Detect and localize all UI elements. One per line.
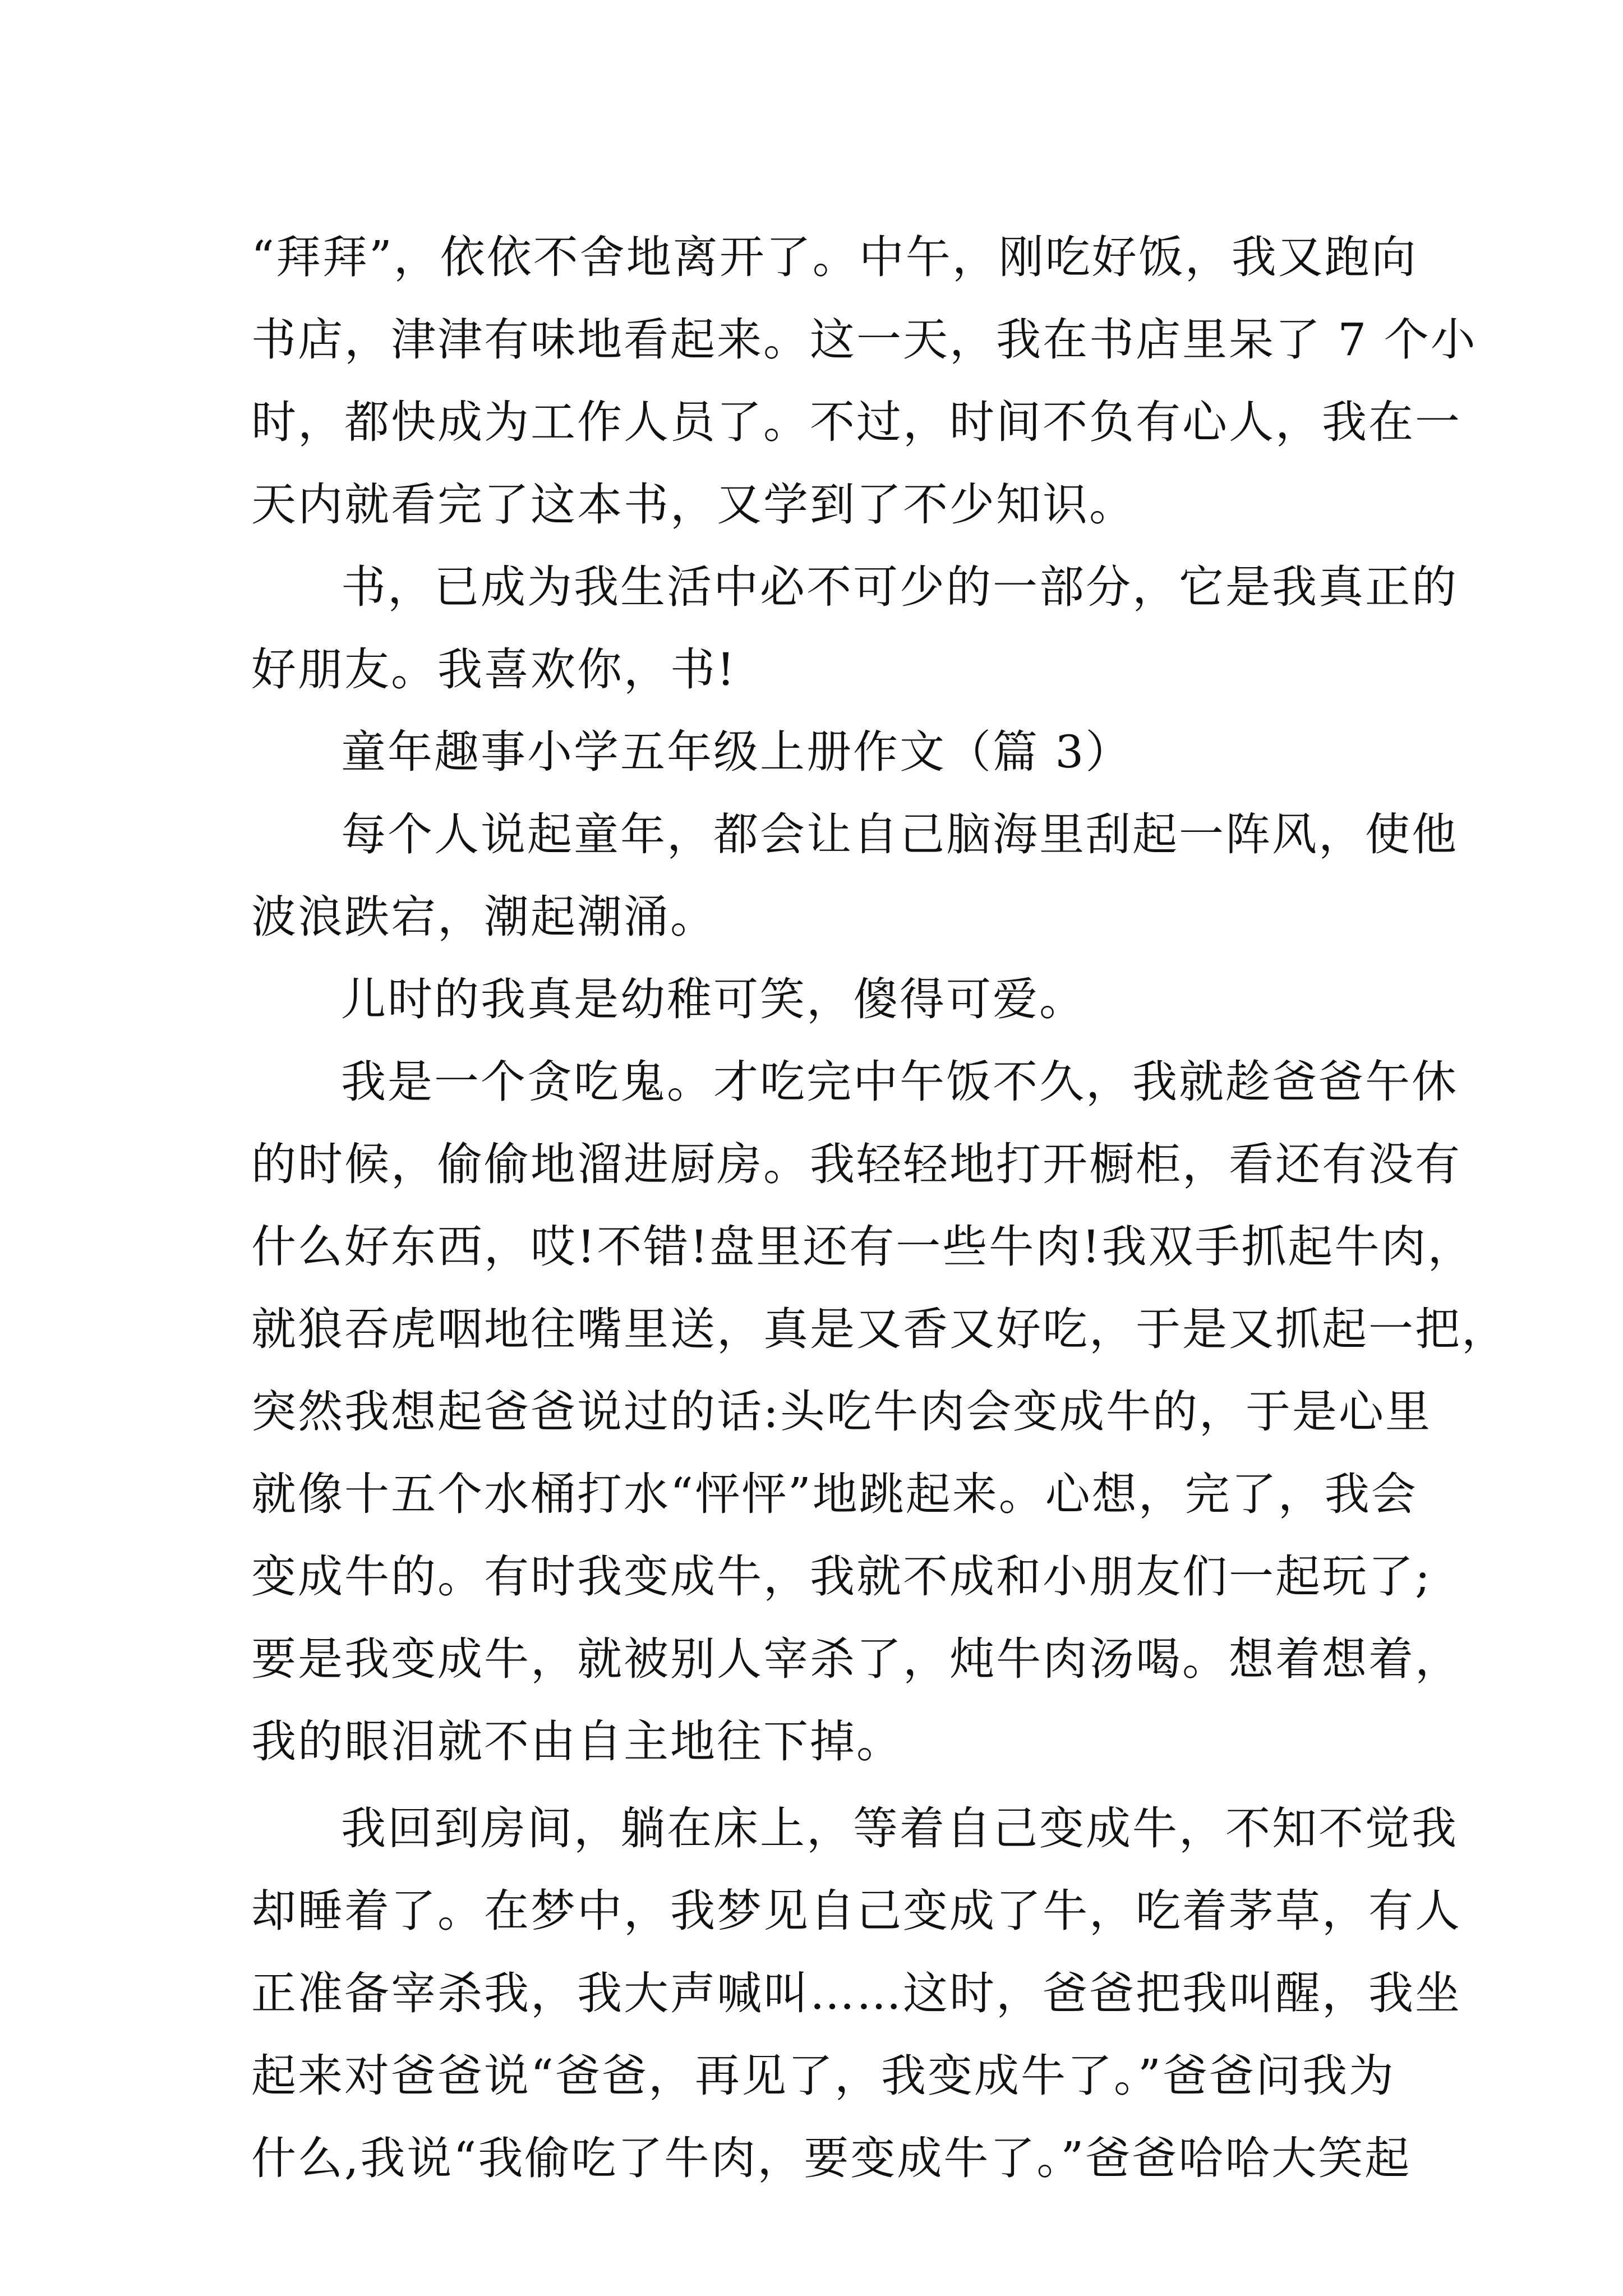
paragraph-line: 儿时的我真是幼稚可笑，傻得可爱。 <box>341 973 1086 1025</box>
paragraph-line: “拜拜”，依依不舍地离开了。中午，刚吃好饭，我又跑向 <box>251 231 1418 283</box>
paragraph-line: 什么,我说“我偷吃了牛肉，要变成牛了。”爸爸哈哈大笑起 <box>251 2132 1412 2184</box>
paragraph-line: 变成牛的。有时我变成牛，我就不成和小朋友们一起玩了; <box>251 1550 1432 1603</box>
paragraph-line: 我回到房间，躺在床上，等着自己变成牛，不知不觉我 <box>341 1802 1458 1855</box>
essay-body <box>251 216 1508 2200</box>
paragraph-line: 突然我想起爸爸说过的话:头吃牛肉会变成牛的，于是心里 <box>251 1386 1432 1438</box>
paragraph-line: 我的眼泪就不由自主地往下掉。 <box>251 1715 903 1768</box>
paragraph-line: 书，已成为我生活中必不可少的一部分，它是我真正的 <box>341 561 1458 613</box>
paragraph-line: 每个人说起童年，都会让自己脑海里刮起一阵风，使他 <box>341 808 1458 861</box>
paragraph-gap <box>251 1783 1395 1787</box>
paragraph-line: 就狼吞虎咽地往嘴里送，真是又香又好吃，于是又抓起一把， <box>251 1303 1508 1355</box>
essay-title: 童年趣事小学五年级上册作文（篇 3） <box>341 726 1132 778</box>
paragraph-line: 正准备宰杀我，我大声喊叫……这时，爸爸把我叫醒，我坐 <box>251 1967 1461 2019</box>
paragraph-line: 什么好东西，哎!不错!盘里还有一些牛肉!我双手抓起牛肉， <box>251 1221 1474 1273</box>
paragraph-line: 天内就看完了这本书，又学到了不少知识。 <box>251 478 1136 531</box>
paragraph-line: 要是我变成牛，就被别人宰杀了，炖牛肉汤喝。想着想着， <box>251 1633 1461 1685</box>
paragraph-line: 我是一个贪吃鬼。才吃完中午饭不久，我就趁爸爸午休 <box>341 1056 1458 1108</box>
paragraph-line: 好朋友。我喜欢你，书! <box>251 643 737 696</box>
paragraph-line: 书店，津津有味地看起来。这一天，我在书店里呆了 7 个小 <box>251 314 1477 366</box>
paragraph-line: 的时候，偷偷地溜进厨房。我轻轻地打开橱柜，看还有没有 <box>251 1138 1461 1190</box>
paragraph-line: 起来对爸爸说“爸爸，再见了，我变成牛了。”爸爸问我为 <box>251 2050 1395 2102</box>
paragraph-line: 波浪跌宕，潮起潮涌。 <box>251 891 717 943</box>
paragraph-line: 就像十五个水桶打水“怦怦”地跳起来。心想，完了，我会 <box>251 1468 1418 1520</box>
paragraph-line: 却睡着了。在梦中，我梦见自己变成了牛，吃着茅草，有人 <box>251 1885 1461 1937</box>
paragraph-line: 时，都快成为工作人员了。不过，时间不负有心人，我在一 <box>251 396 1461 448</box>
